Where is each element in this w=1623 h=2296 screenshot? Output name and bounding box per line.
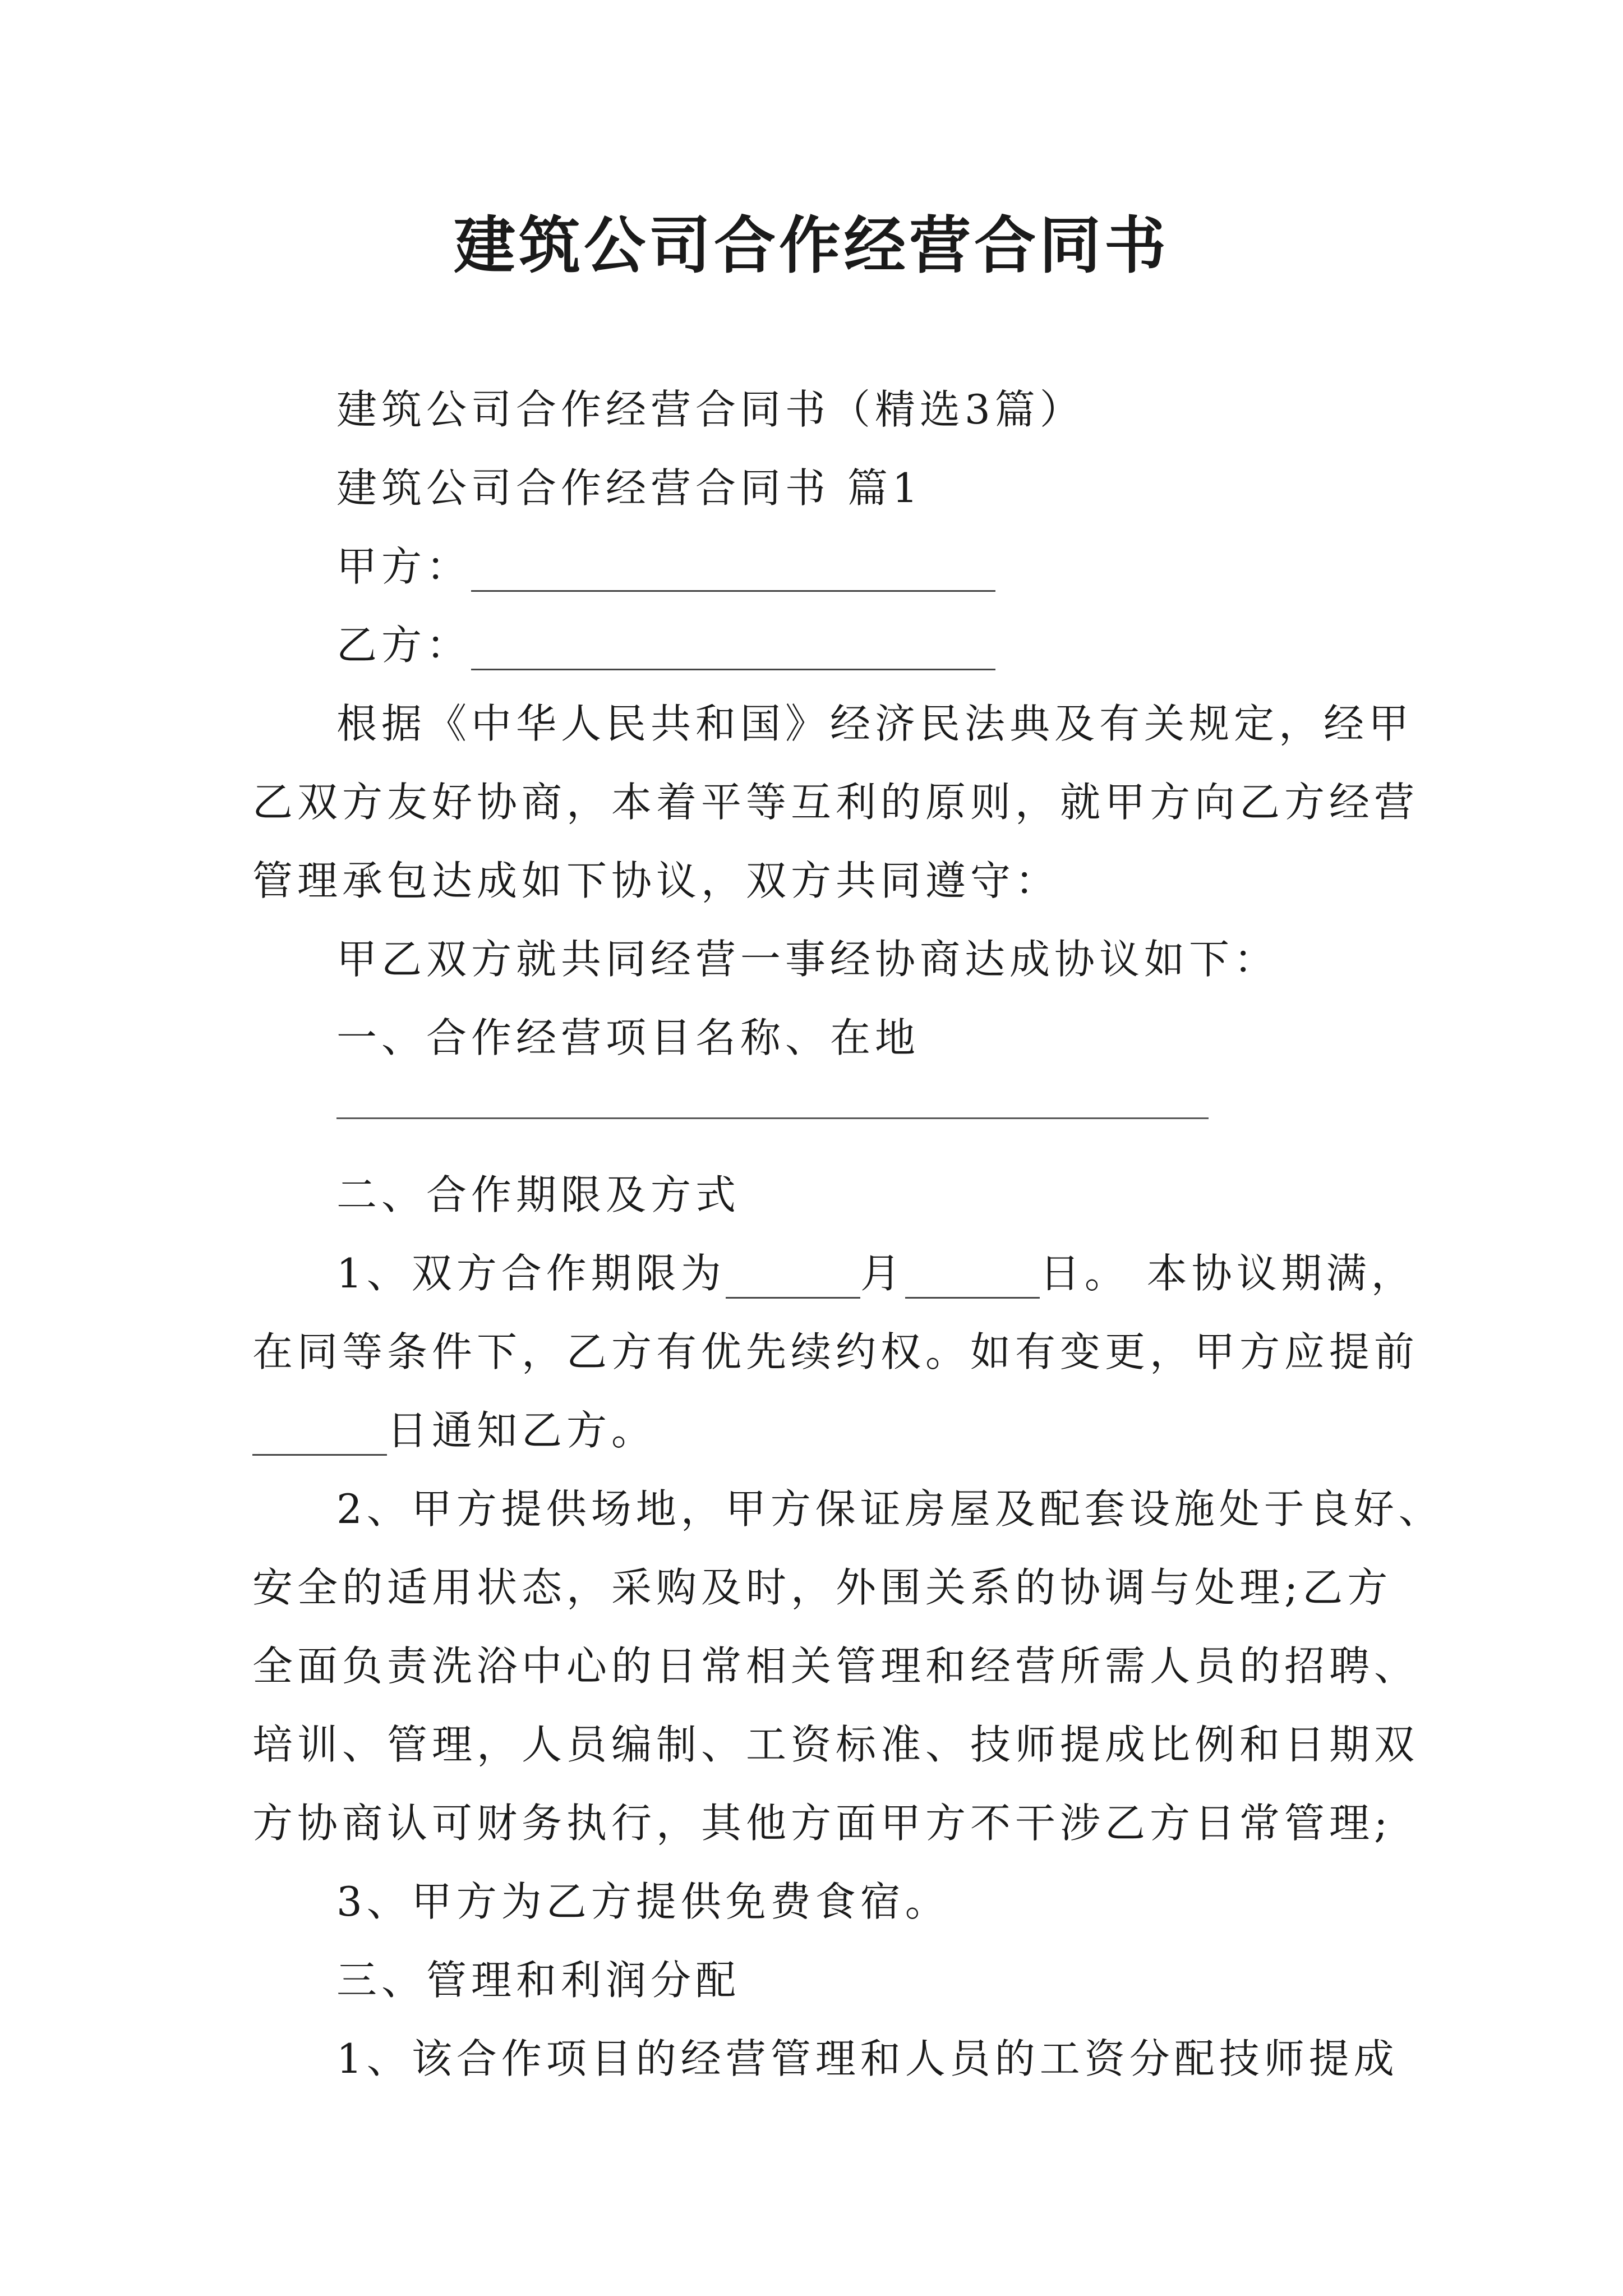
paragraph-line: 在同等条件下，乙方有优先续约权。如有变更，甲方应提前 xyxy=(252,1328,1419,1375)
document-title: 建筑公司合作经营合同书 xyxy=(454,209,1169,282)
party-a-blank xyxy=(471,551,995,592)
part-heading: 建筑公司合作经营合同书 篇1 xyxy=(336,464,923,512)
party-a-label: 甲方： xyxy=(336,543,472,590)
section-heading-1: 一、合作经营项目名称、在地 xyxy=(336,1014,920,1061)
notice-days-blank xyxy=(252,1415,387,1456)
term-text-a: 1、双方合作期限为 xyxy=(336,1250,726,1297)
subtitle: 建筑公司合作经营合同书（精选3篇） xyxy=(336,386,1085,433)
section-heading-2: 二、合作期限及方式 xyxy=(336,1171,741,1218)
term-blank-day xyxy=(905,1258,1040,1299)
notice-text: 日通知乙方。 xyxy=(387,1407,657,1454)
paragraph-line: 1、该合作项目的经营管理和人员的工资分配技师提成 xyxy=(336,2035,1399,2082)
party-a-line xyxy=(336,541,995,592)
term-line xyxy=(336,1248,1416,1299)
paragraph-line: 3、甲方为乙方提供免费食宿。 xyxy=(336,1878,950,1925)
term-text-c: 日。 本协议期满， xyxy=(1039,1250,1416,1297)
term-blank-month xyxy=(726,1258,860,1299)
paragraph-line: 甲乙双方就共同经营一事经协商达成协议如下： xyxy=(336,936,1279,983)
fill-in-rule xyxy=(336,1117,1209,1119)
term-text-b: 月 xyxy=(860,1250,905,1297)
paragraph-line: 根据《中华人民共和国》经济民法典及有关规定，经甲 xyxy=(336,700,1414,747)
paragraph-line: 乙双方友好协商，本着平等互利的原则，就甲方向乙方经营 xyxy=(252,779,1419,826)
paragraph-line: 安全的适用状态，采购及时，外围关系的协调与处理;乙方 xyxy=(252,1564,1393,1611)
paragraph-line: 管理承包达成如下协议，双方共同遵守： xyxy=(252,857,1061,904)
notice-line xyxy=(252,1405,656,1456)
paragraph-line: 方协商认可财务执行，其他方面甲方不干涉乙方日常管理; xyxy=(252,1800,1393,1847)
party-b-line xyxy=(336,620,995,670)
section-heading-3: 三、管理和利润分配 xyxy=(336,1957,741,2004)
paragraph-line: 培训、管理，人员编制、工资标准、技师提成比例和日期双 xyxy=(252,1721,1419,1768)
party-b-blank xyxy=(471,629,995,670)
party-b-label: 乙方： xyxy=(336,622,472,669)
paragraph-line: 2、甲方提供场地，甲方保证房屋及配套设施处于良好、 xyxy=(336,1485,1444,1533)
paragraph-line: 全面负责洗浴中心的日常相关管理和经营所需人员的招聘、 xyxy=(252,1642,1419,1690)
